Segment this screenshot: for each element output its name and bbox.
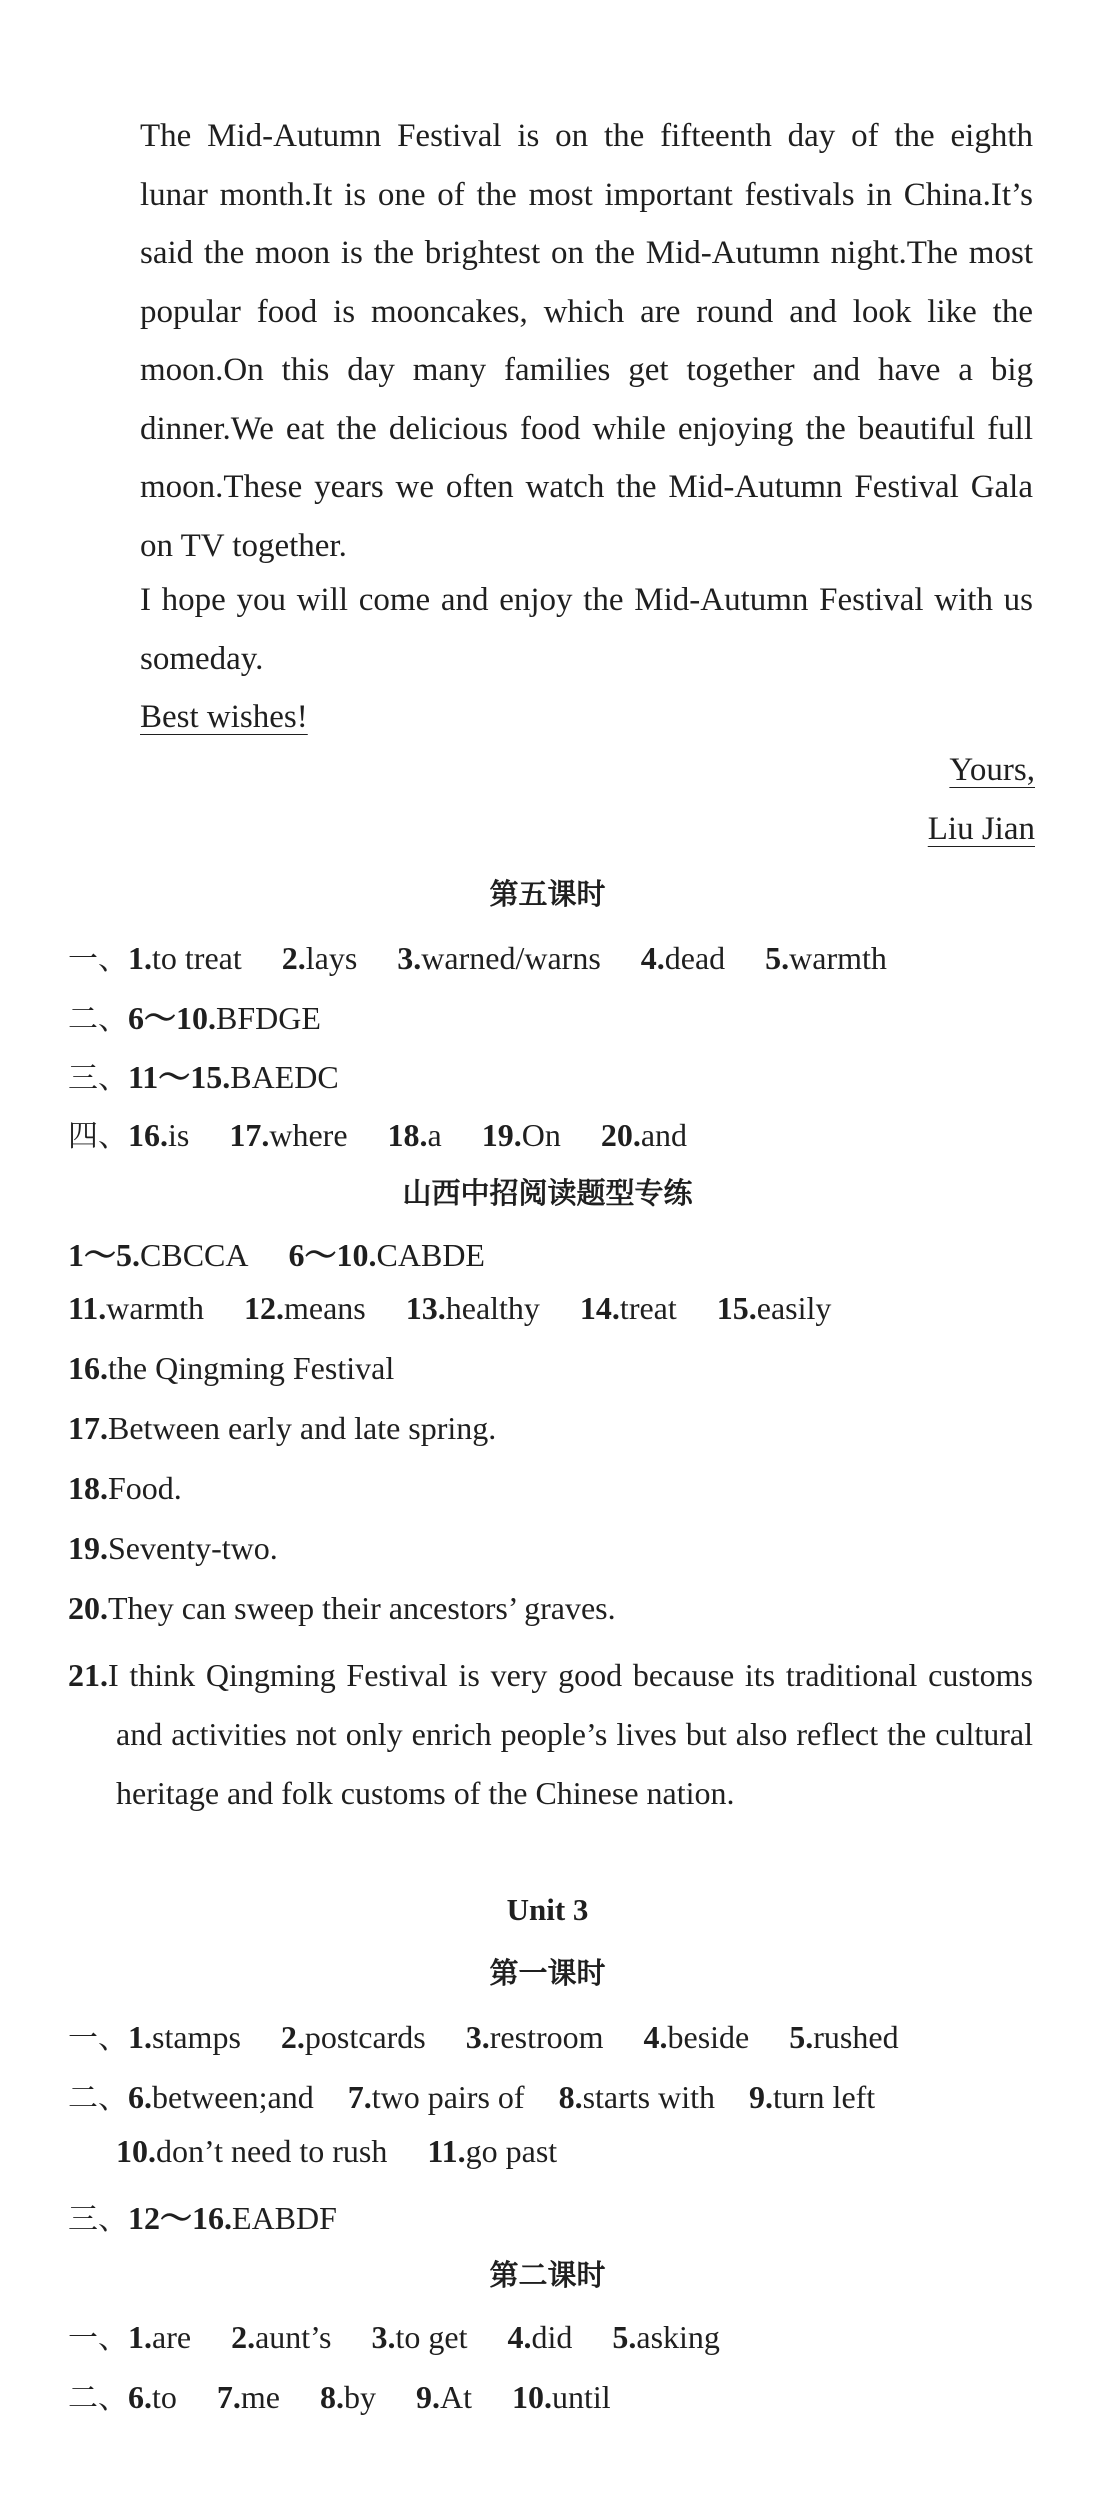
unit3-lesson1-row2-cont: 10.don’t need to rush 11.go past — [116, 2133, 558, 2169]
lesson5-title: 第五课时 — [489, 877, 606, 911]
shanxi-q16: 16.the Qingming Festival — [68, 1350, 395, 1386]
shanxi-q19: 19.Seventy-two. — [68, 1530, 278, 1566]
unit3-lesson1-row3: 三、12～16.EABDF — [68, 2200, 337, 2237]
shanxi-q21: 21.I think Qingming Festival is very good because its traditional customs and activities not only enrich people’s lives but also reflect the cultural heritage and folk customs of the Chinese nation. — [68, 1657, 1033, 1811]
lesson5-row4: 四、16.is 17.where 18.a 19.On 20.and — [68, 1117, 688, 1154]
letter-closing: Best wishes! — [140, 699, 308, 735]
lesson5-row2: 二、6～10.BFDGE — [68, 1000, 321, 1037]
lesson5-row3: 三、11～15.BAEDC — [68, 1059, 339, 1096]
unit3-lesson2-row2: 二、6.to 7.me 8.by 9.At 10.until — [68, 2379, 611, 2416]
unit3-lesson1-row1: 一、1.stamps 2.postcards 3.restroom 4.beside 5.rushed — [68, 2019, 899, 2056]
letter-signature: Liu Jian — [927, 811, 1035, 847]
unit3-lesson2-title: 第二课时 — [489, 2258, 606, 2292]
unit3-title: Unit 3 — [506, 1892, 589, 1927]
letter-paragraph-2: I hope you will come and enjoy the Mid-Autumn Festival with us someday. — [140, 582, 1033, 677]
shanxi-row1: 1～5.CBCCA 6～10.CABDE — [68, 1237, 485, 1273]
unit3-lesson2-row1: 一、1.are 2.aunt’s 3.to get 4.did 5.asking — [68, 2319, 720, 2356]
shanxi-q18: 18.Food. — [68, 1470, 182, 1506]
shanxi-q17: 17.Between early and late spring. — [68, 1410, 497, 1446]
letter-sign-off: Yours, — [949, 752, 1035, 788]
shanxi-q20: 20.They can sweep their ancestors’ graves. — [68, 1590, 616, 1626]
unit3-lesson1-row2: 二、6.between;and 7.two pairs of 8.starts with 9.turn left — [68, 2079, 876, 2116]
letter-paragraph-1: The Mid-Autumn Festival is on the fifteenth day of the eighth lunar month.It is one of the most important festivals in China.It’s said the moon is the brightest on the Mid-Autumn night.The most popular food is mooncakes, which are round and look like the moon.On this day many families get together and have a big dinner.We eat the delicious food while enjoying the beautiful full moon.These years we often watch the Mid-Autumn Festival Gala on TV together. — [140, 118, 1033, 564]
lesson5-row1: 一、1.to treat 2.lays 3.warned/warns 4.dead 5.warmth — [68, 940, 887, 977]
shanxi-title: 山西中招阅读题型专练 — [402, 1176, 693, 1210]
shanxi-row2: 11.warmth 12.means 13.healthy 14.treat 15.easily — [68, 1290, 832, 1326]
unit3-lesson1-title: 第一课时 — [489, 1956, 606, 1990]
